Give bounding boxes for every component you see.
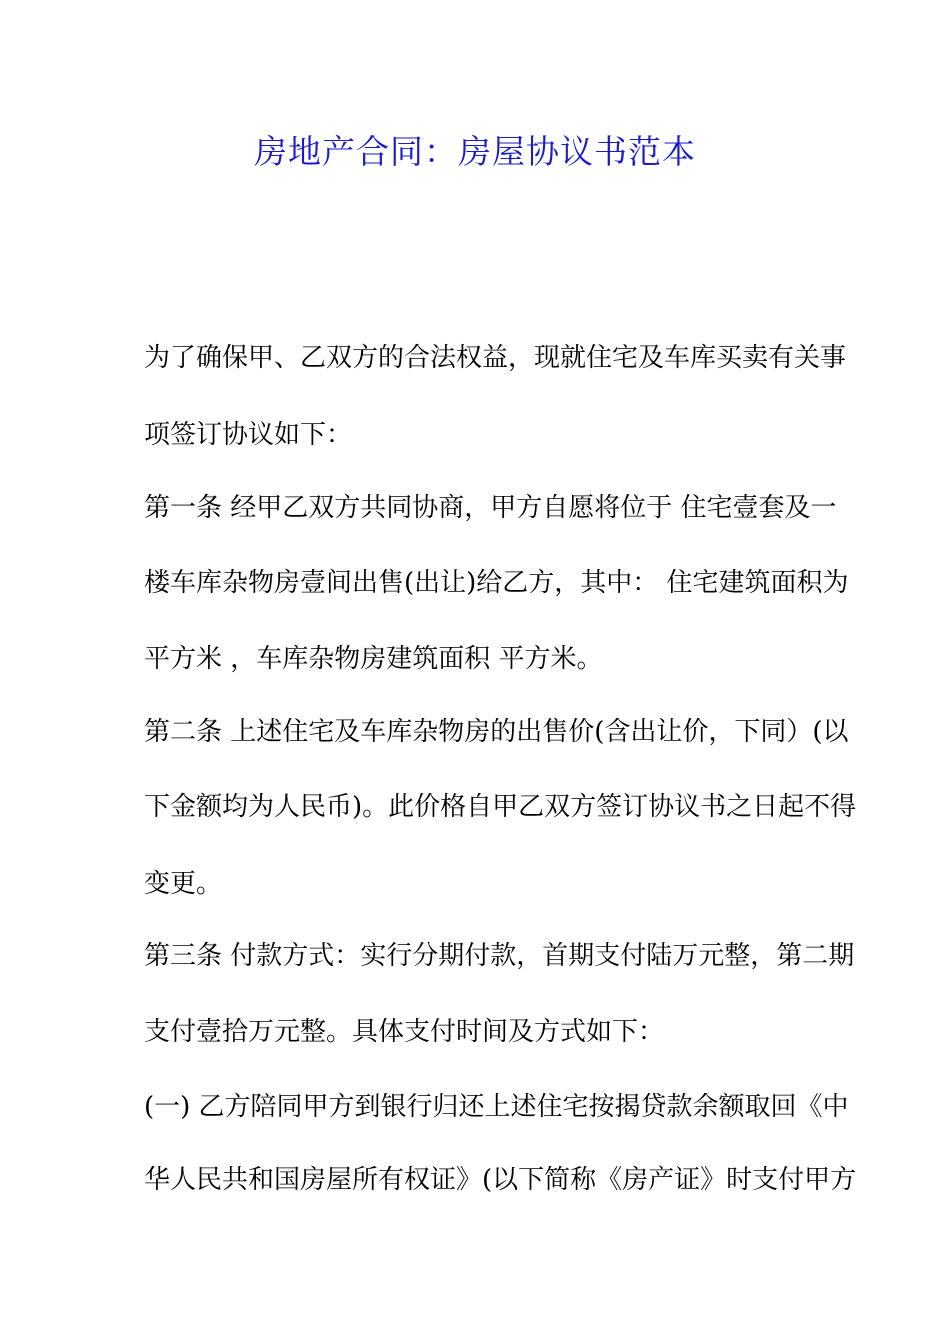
body-line: 华人民共和国房屋所有权证》(以下简称《房产证》时支付甲方 (144, 1165, 857, 1195)
body-line: 第一条 经甲乙双方共同协商，甲方自愿将位于 住宅壹套及一 (144, 493, 837, 523)
body-line: 支付壹拾万元整。具体支付时间及方式如下： (144, 1017, 665, 1047)
body-line: 第二条 上述住宅及车库杂物房的出售价(含出让价，下同）(以 (144, 717, 849, 747)
body-line: 变更。 (144, 869, 223, 899)
document-title: 房地产合同：房屋协议书范本 (254, 132, 696, 171)
body-line: (一) 乙方陪同甲方到银行归还上述住宅按揭贷款余额取回《中 (144, 1092, 849, 1122)
body-line: 下金额均为人民币)。此价格自甲乙双方签订协议书之日起不得 (144, 792, 857, 822)
body-line: 为了确保甲、乙双方的合法权益，现就住宅及车库买卖有关事 (144, 343, 847, 373)
body-line: 平方米 ，车库杂物房建筑面积 平方米。 (144, 644, 603, 674)
body-line: 项签订协议如下： (144, 420, 353, 450)
body-line: 楼车库杂物房壹间出售(出让)给乙方，其中： 住宅建筑面积为 (144, 568, 849, 598)
body-line: 第三条 付款方式：实行分期付款，首期支付陆万元整，第二期 (144, 941, 855, 971)
